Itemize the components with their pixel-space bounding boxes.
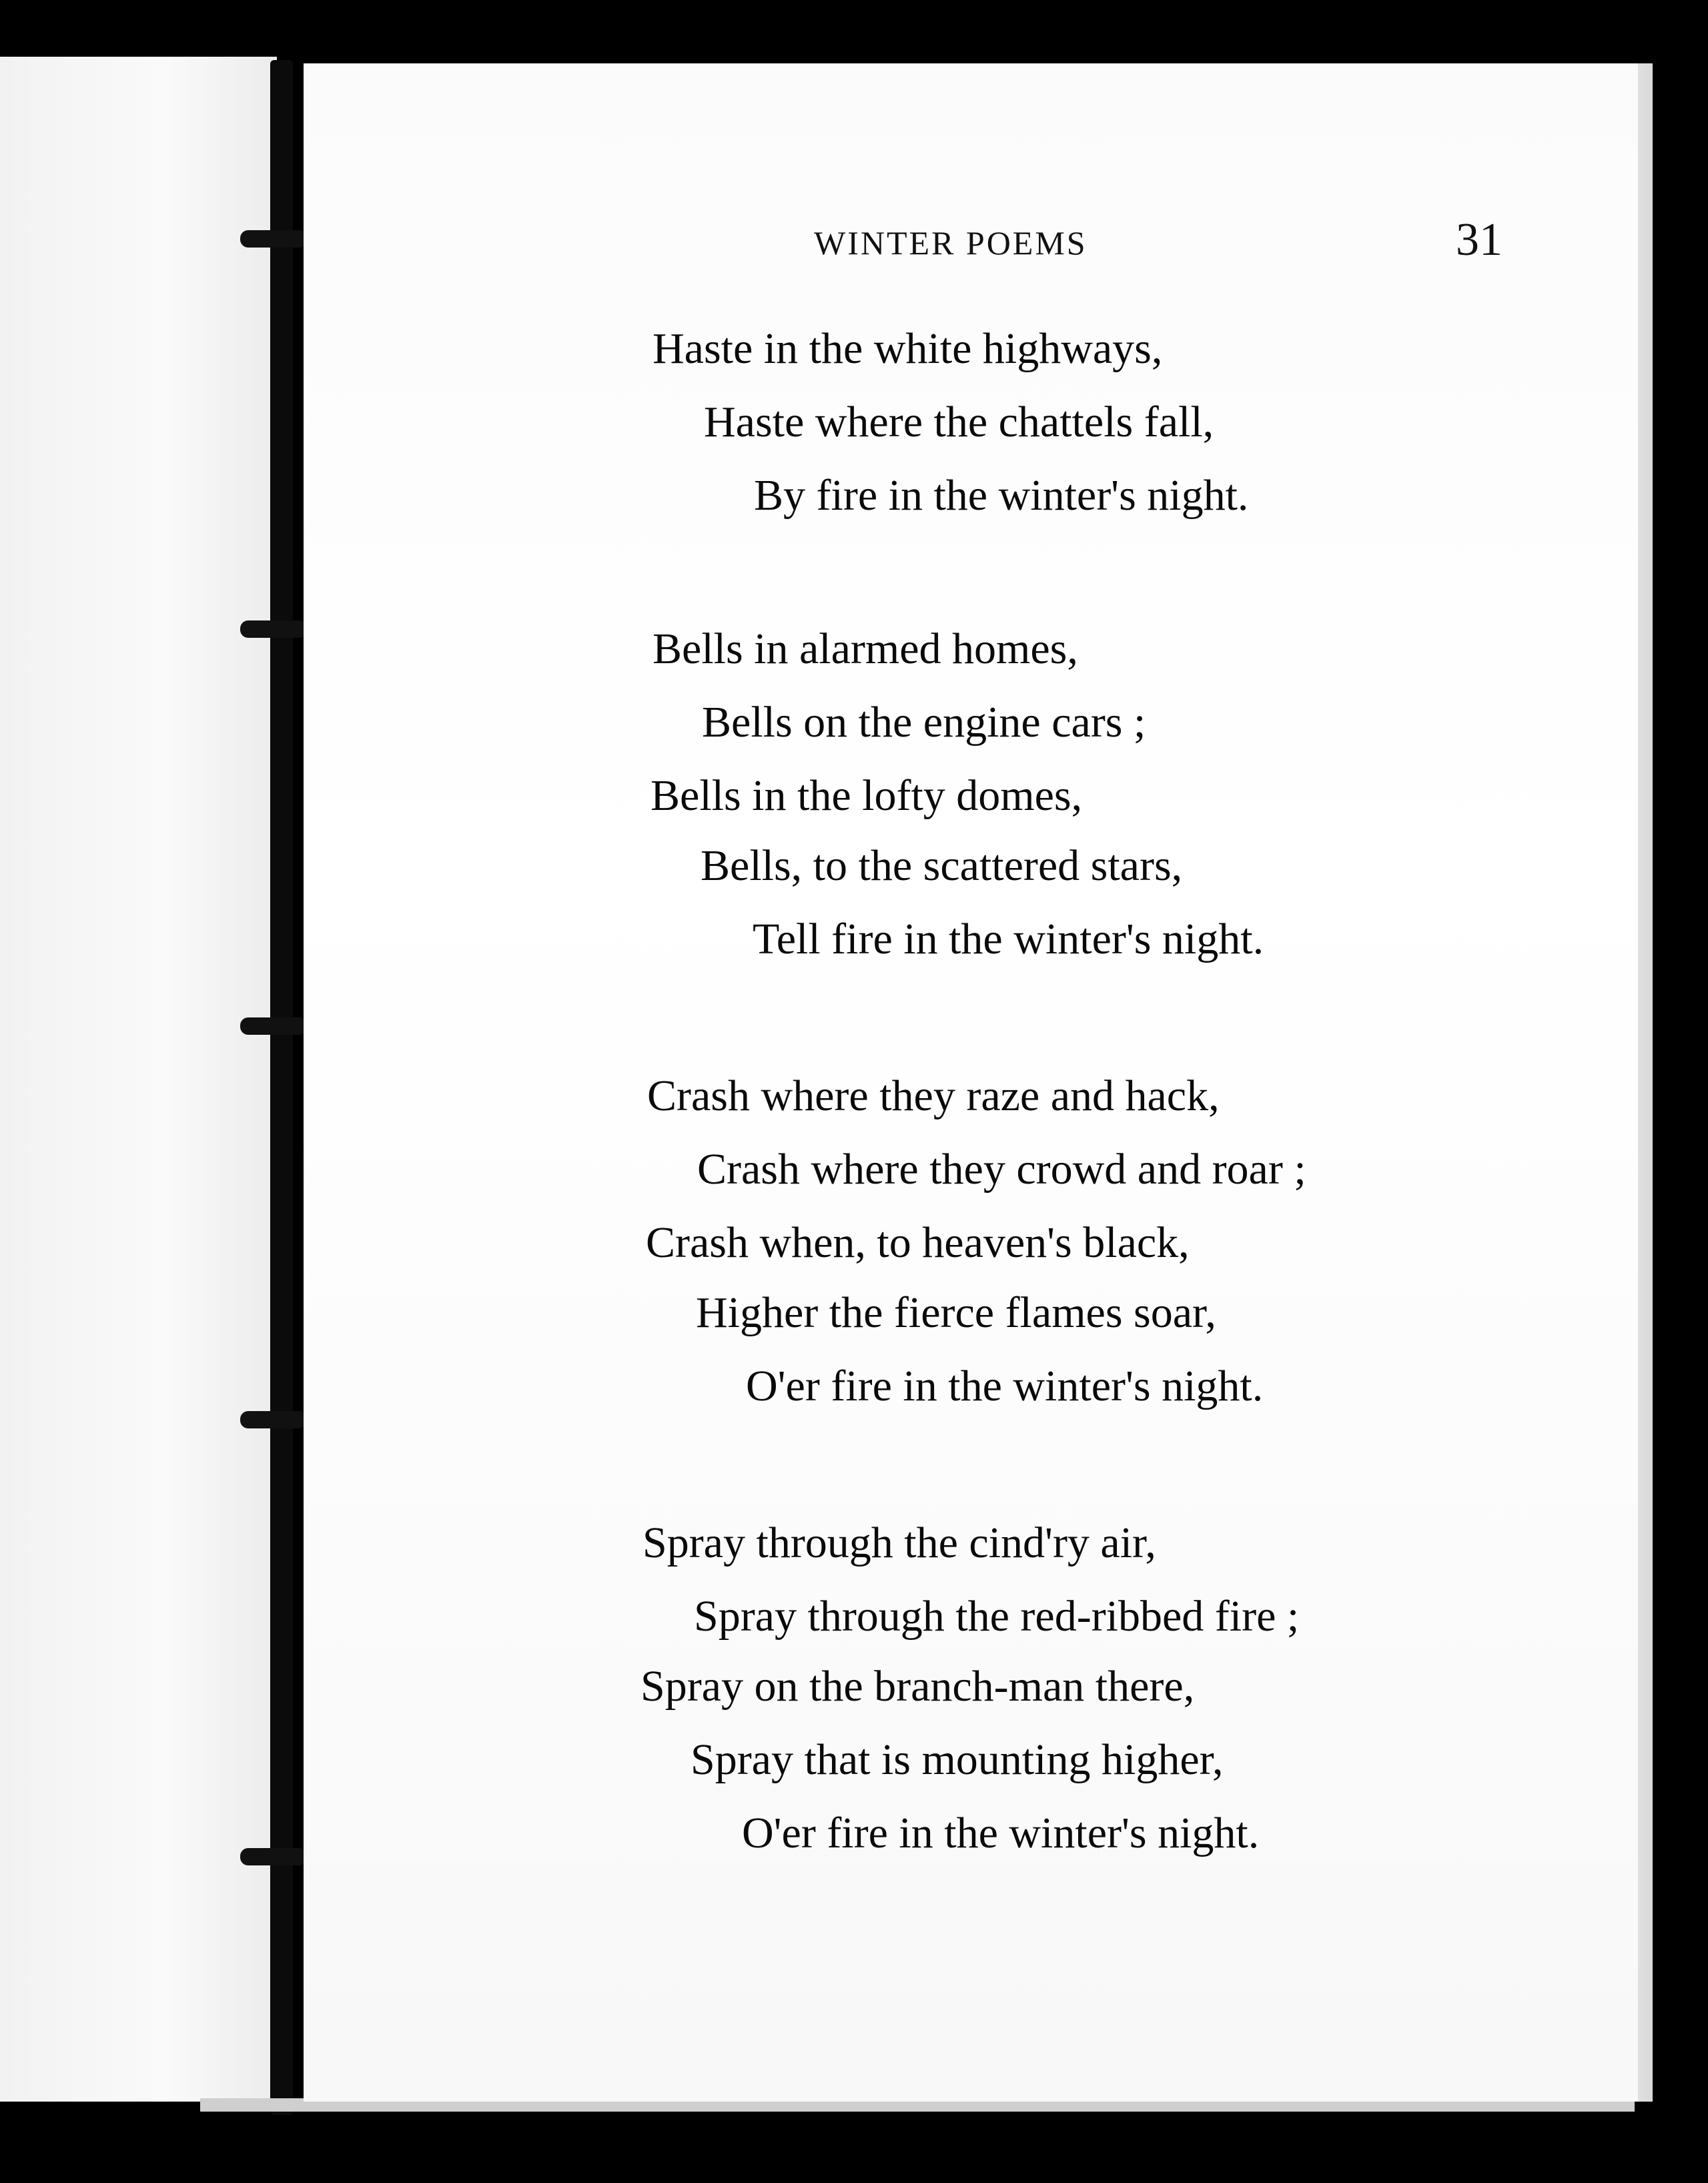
- page-number: 31: [1456, 214, 1503, 266]
- poem-line: By fire in the winter's night.: [754, 471, 1249, 520]
- poem-line: Bells on the engine cars ;: [702, 698, 1146, 747]
- poem-line: Haste where the chattels fall,: [704, 398, 1214, 446]
- binding-stitch: [240, 1017, 307, 1035]
- poem-line: Haste in the white highways,: [653, 324, 1163, 373]
- poem-line: Crash where they raze and hack,: [647, 1071, 1220, 1120]
- running-head: WINTER POEMS: [814, 224, 1088, 262]
- poem-line: Higher the fierce flames soar,: [696, 1288, 1216, 1337]
- poem-line: Spray on the branch-man there,: [640, 1662, 1195, 1711]
- left-page: [0, 57, 277, 2102]
- binding-stitch: [240, 1411, 307, 1428]
- book-binding: [270, 60, 293, 2115]
- poem-line: Spray through the cind'ry air,: [643, 1518, 1156, 1567]
- poem-line: O'er fire in the winter's night.: [742, 1809, 1260, 1857]
- poem-line: Spray that is mounting higher,: [691, 1735, 1224, 1784]
- binding-stitch: [240, 1848, 307, 1865]
- binding-stitch: [240, 230, 307, 248]
- poem-line: O'er fire in the winter's night.: [746, 1362, 1264, 1410]
- poem-line: Bells, to the scattered stars,: [701, 841, 1183, 890]
- binding-stitch: [240, 620, 307, 638]
- poem-line: Tell fire in the winter's night.: [753, 915, 1264, 963]
- poem-line: Crash where they crowd and roar ;: [697, 1145, 1306, 1194]
- poem-line: Crash when, to heaven's black,: [646, 1218, 1190, 1267]
- poem-line: Spray through the red-ribbed fire ;: [694, 1592, 1300, 1641]
- poem-line: Bells in the lofty domes,: [651, 771, 1083, 820]
- poem-line: Bells in alarmed homes,: [653, 624, 1078, 673]
